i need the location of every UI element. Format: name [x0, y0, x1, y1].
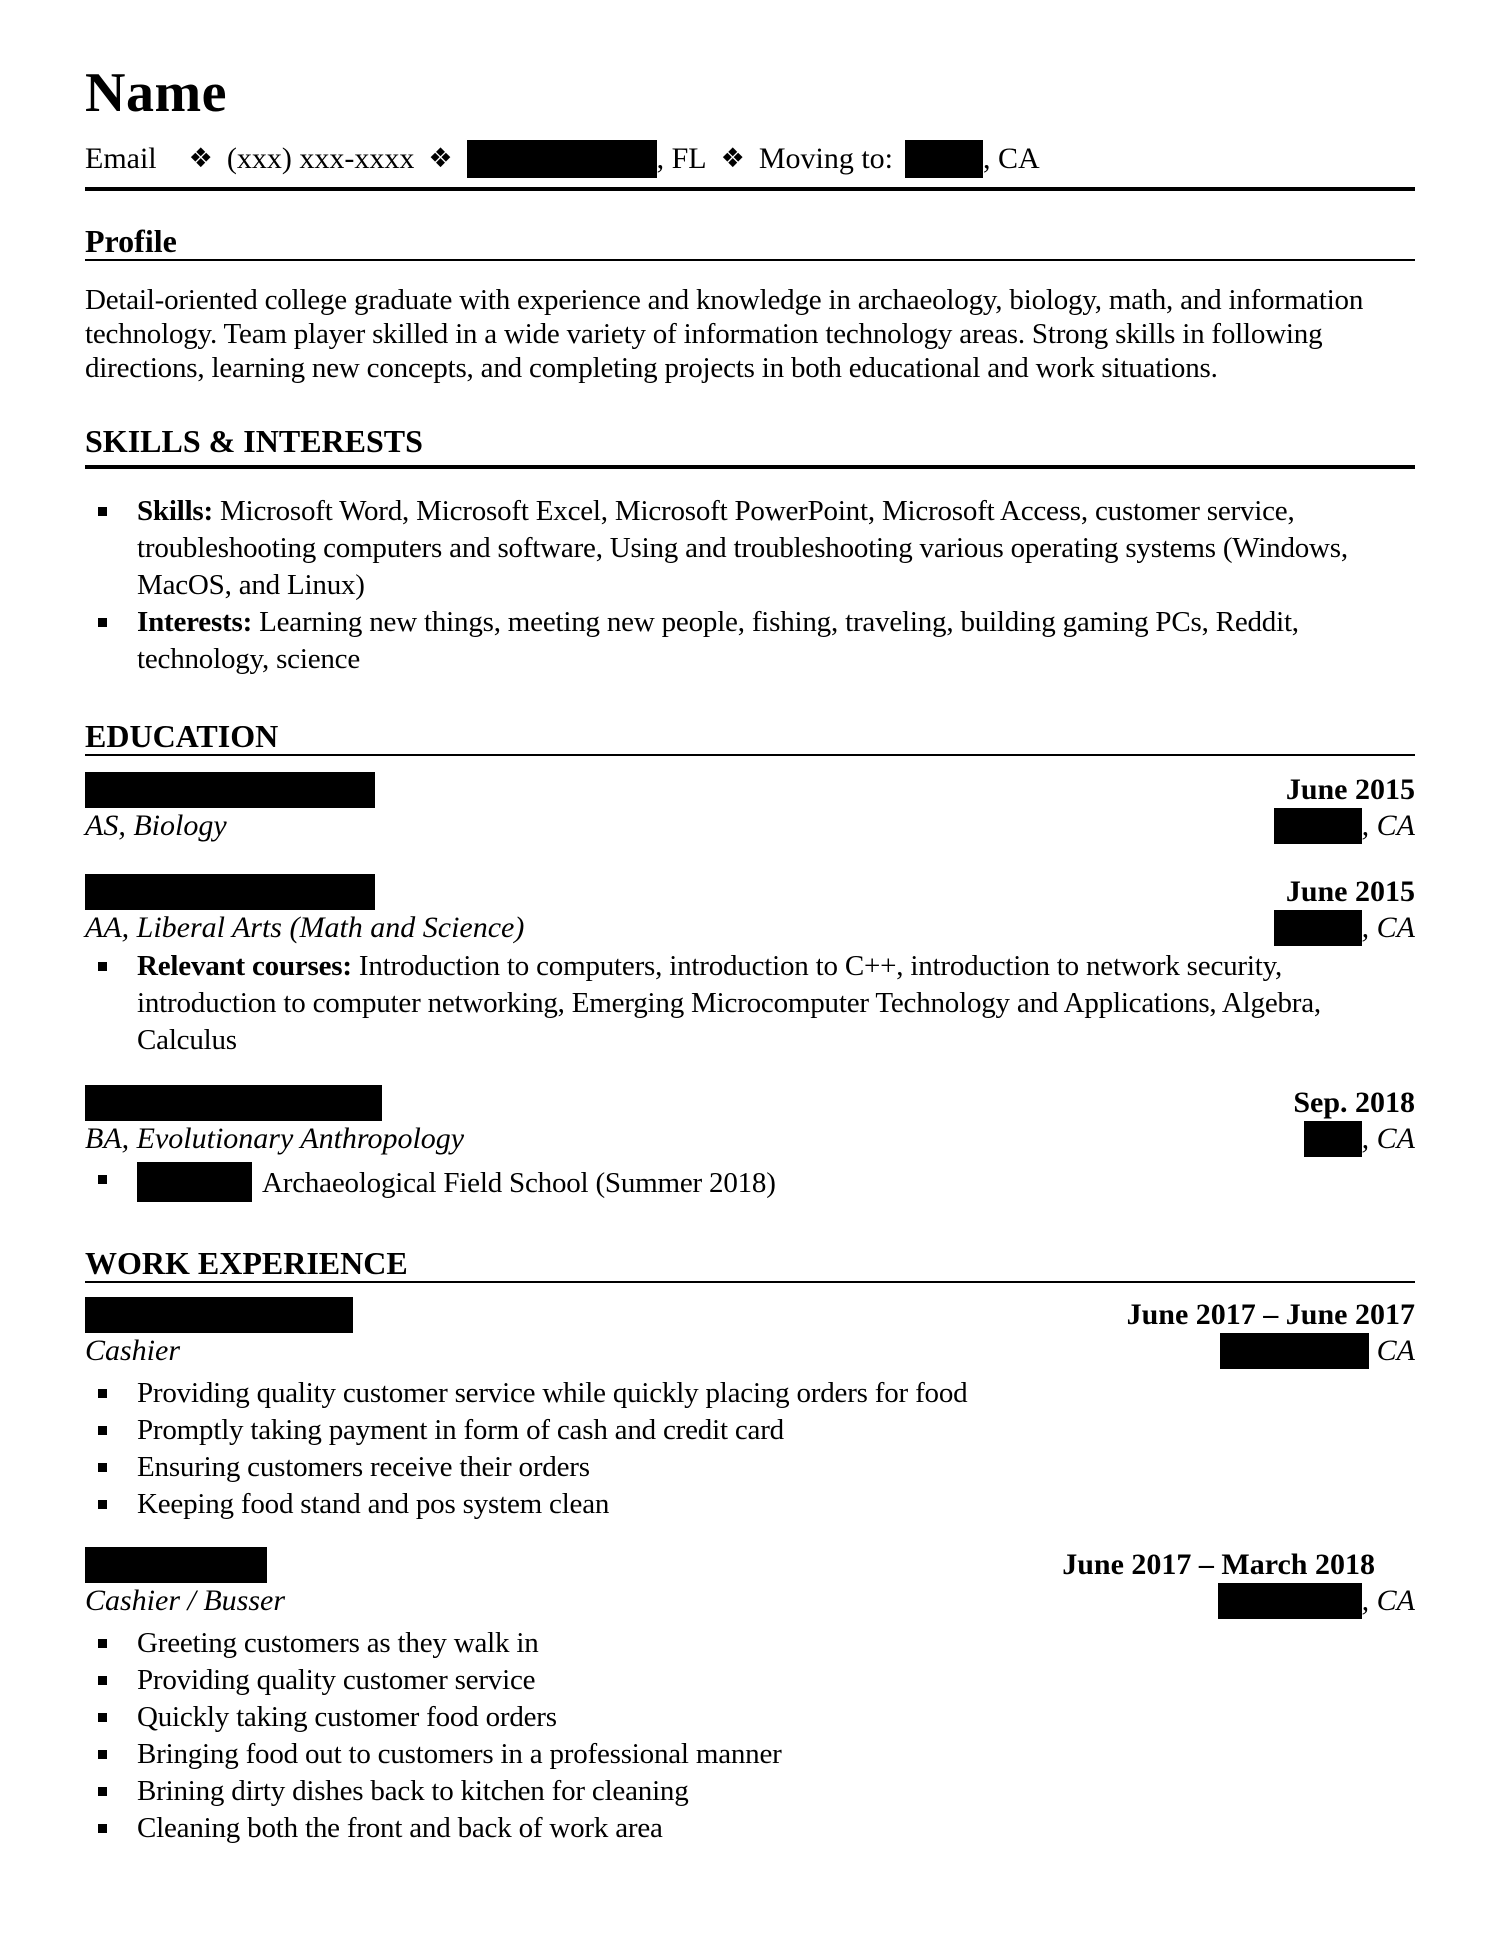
education-entry-row [85, 1085, 1415, 1121]
education-entry-row [85, 910, 1415, 946]
job-bullet-list [85, 1625, 1415, 1847]
redacted-city [467, 140, 657, 178]
work-entry [85, 1297, 1415, 1523]
education-bullet-list [85, 948, 1415, 1059]
job-duty-item: Greeting customers as they walk in [85, 1625, 1415, 1662]
section-heading-profile: Profile [85, 222, 177, 259]
education-entry-row [85, 772, 1415, 808]
work-entry-row [85, 1547, 1415, 1583]
job-duty-item: Keeping food stand and pos system clean [85, 1486, 1415, 1523]
education-entry [85, 772, 1415, 844]
moving-state: , CA [983, 141, 1040, 175]
diamond-separator-icon: ❖ [188, 143, 213, 175]
location-state: CA [1369, 1333, 1415, 1367]
diamond-separator-icon: ❖ [720, 143, 745, 175]
work-date: June 2017 – June 2017 [1126, 1297, 1415, 1331]
degree: BA, Evolutionary Anthropology [85, 1121, 465, 1155]
location-state: , CA [1361, 1583, 1415, 1617]
city-state: , FL [656, 141, 707, 175]
diamond-separator-icon: ❖ [428, 143, 453, 175]
location-state: , CA [1361, 808, 1415, 842]
job-duty-item: Providing quality customer service [85, 1662, 1415, 1699]
phone-number: (xxx) xxx-xxxx [226, 141, 415, 175]
job-duty-item: Promptly taking payment in form of cash and credit card [85, 1412, 1415, 1449]
education-entry-row [85, 808, 1415, 844]
job-duty-item: Brining dirty dishes back to kitchen for cleaning [85, 1773, 1415, 1810]
redacted-school-name [85, 772, 375, 808]
list-item-field-school [85, 1161, 1415, 1205]
job-duty-item: Bringing food out to customers in a professional manner [85, 1736, 1415, 1773]
list-item-relevant-courses [85, 948, 1415, 1059]
education-location [1274, 808, 1415, 844]
profile-divider [85, 259, 1415, 261]
education-divider [85, 754, 1415, 756]
education-date: Sep. 2018 [1293, 1085, 1415, 1119]
education-entry-row [85, 874, 1415, 910]
redacted-school-name [85, 874, 375, 910]
interests-label: Interests: [137, 605, 253, 638]
work-entry-row [85, 1333, 1415, 1369]
redacted-company-name [85, 1547, 267, 1583]
job-duty-item: Providing quality customer service while quickly placing orders for food [85, 1375, 1415, 1412]
job-duty-item: Ensuring customers receive their orders [85, 1449, 1415, 1486]
education-location [1274, 910, 1415, 946]
section-heading-work: WORK EXPERIENCE [85, 1244, 408, 1281]
redacted-location [1274, 808, 1362, 844]
redacted-location [1220, 1333, 1369, 1369]
list-item-interests [85, 604, 1415, 678]
work-divider [85, 1281, 1415, 1283]
skills-text: Microsoft Word, Microsoft Excel, Microsoft PowerPoint, Microsoft Access, customer service, troubleshooting computers and software, Using and troubleshooting various operating systems (Windows, MacOS, and Linux) [137, 494, 1348, 601]
redacted-location [1218, 1583, 1362, 1619]
redacted-company-name [85, 1297, 353, 1333]
education-location [1304, 1121, 1415, 1157]
work-entry-row [85, 1583, 1415, 1619]
education-date: June 2015 [1285, 772, 1415, 806]
education-entry [85, 874, 1415, 1059]
job-bullet-list [85, 1375, 1415, 1523]
list-item-skills [85, 493, 1415, 604]
location-state: , CA [1361, 910, 1415, 944]
education-date: June 2015 [1285, 874, 1415, 908]
education-entry-row [85, 1121, 1415, 1157]
skills-list [85, 493, 1415, 678]
job-role: Cashier [85, 1333, 181, 1367]
email-label: Email [85, 141, 157, 175]
section-heading-education: EDUCATION [85, 717, 279, 754]
job-role: Cashier / Busser [85, 1583, 286, 1617]
interests-text: Learning new things, meeting new people, fishing, traveling, building gaming PCs, Reddit, technology, science [137, 605, 1299, 675]
relevant-courses-label: Relevant courses: [137, 949, 352, 982]
redacted-location [1304, 1121, 1362, 1157]
degree: AS, Biology [85, 808, 227, 842]
work-entry-row [85, 1297, 1415, 1333]
education-entry [85, 1085, 1415, 1205]
redacted-location [1274, 910, 1362, 946]
contact-line [85, 137, 1415, 181]
redacted-school-name [85, 1085, 382, 1121]
work-date: June 2017 – March 2018 [1062, 1547, 1375, 1581]
location-state: , CA [1361, 1121, 1415, 1155]
section-heading-skills: SKILLS & INTERESTS [85, 422, 423, 459]
job-duty-item: Cleaning both the front and back of work area [85, 1810, 1415, 1847]
moving-label: Moving to: [758, 141, 893, 175]
skills-divider [85, 465, 1415, 469]
relevant-courses-text: Introduction to computers, introduction to C++, introduction to network security, introduction to computer networking, Emerging Microcomputer Technology and Applications, Algebra, Calculus [137, 949, 1321, 1056]
field-school-text: Archaeological Field School (Summer 2018) [262, 1166, 776, 1199]
header-divider [85, 187, 1415, 191]
page-title: Name [85, 62, 227, 124]
degree: AA, Liberal Arts (Math and Science) [85, 910, 525, 944]
education-bullet-list [85, 1161, 1415, 1205]
work-location [1220, 1333, 1415, 1369]
skills-label: Skills: [137, 494, 213, 527]
work-entry [85, 1547, 1415, 1847]
profile-text: Detail-oriented college graduate with experience and knowledge in archaeology, biology, math, and information technology. Team player skilled in a wide variety of information technology areas. Strong skills in following directions, learning new concepts, and completing projects in both educational and work situations. [85, 283, 1364, 384]
redacted-field-school-name [137, 1162, 252, 1202]
redacted-moving-city [905, 140, 983, 178]
job-duty-item: Quickly taking customer food orders [85, 1699, 1415, 1736]
work-location [1218, 1583, 1415, 1619]
